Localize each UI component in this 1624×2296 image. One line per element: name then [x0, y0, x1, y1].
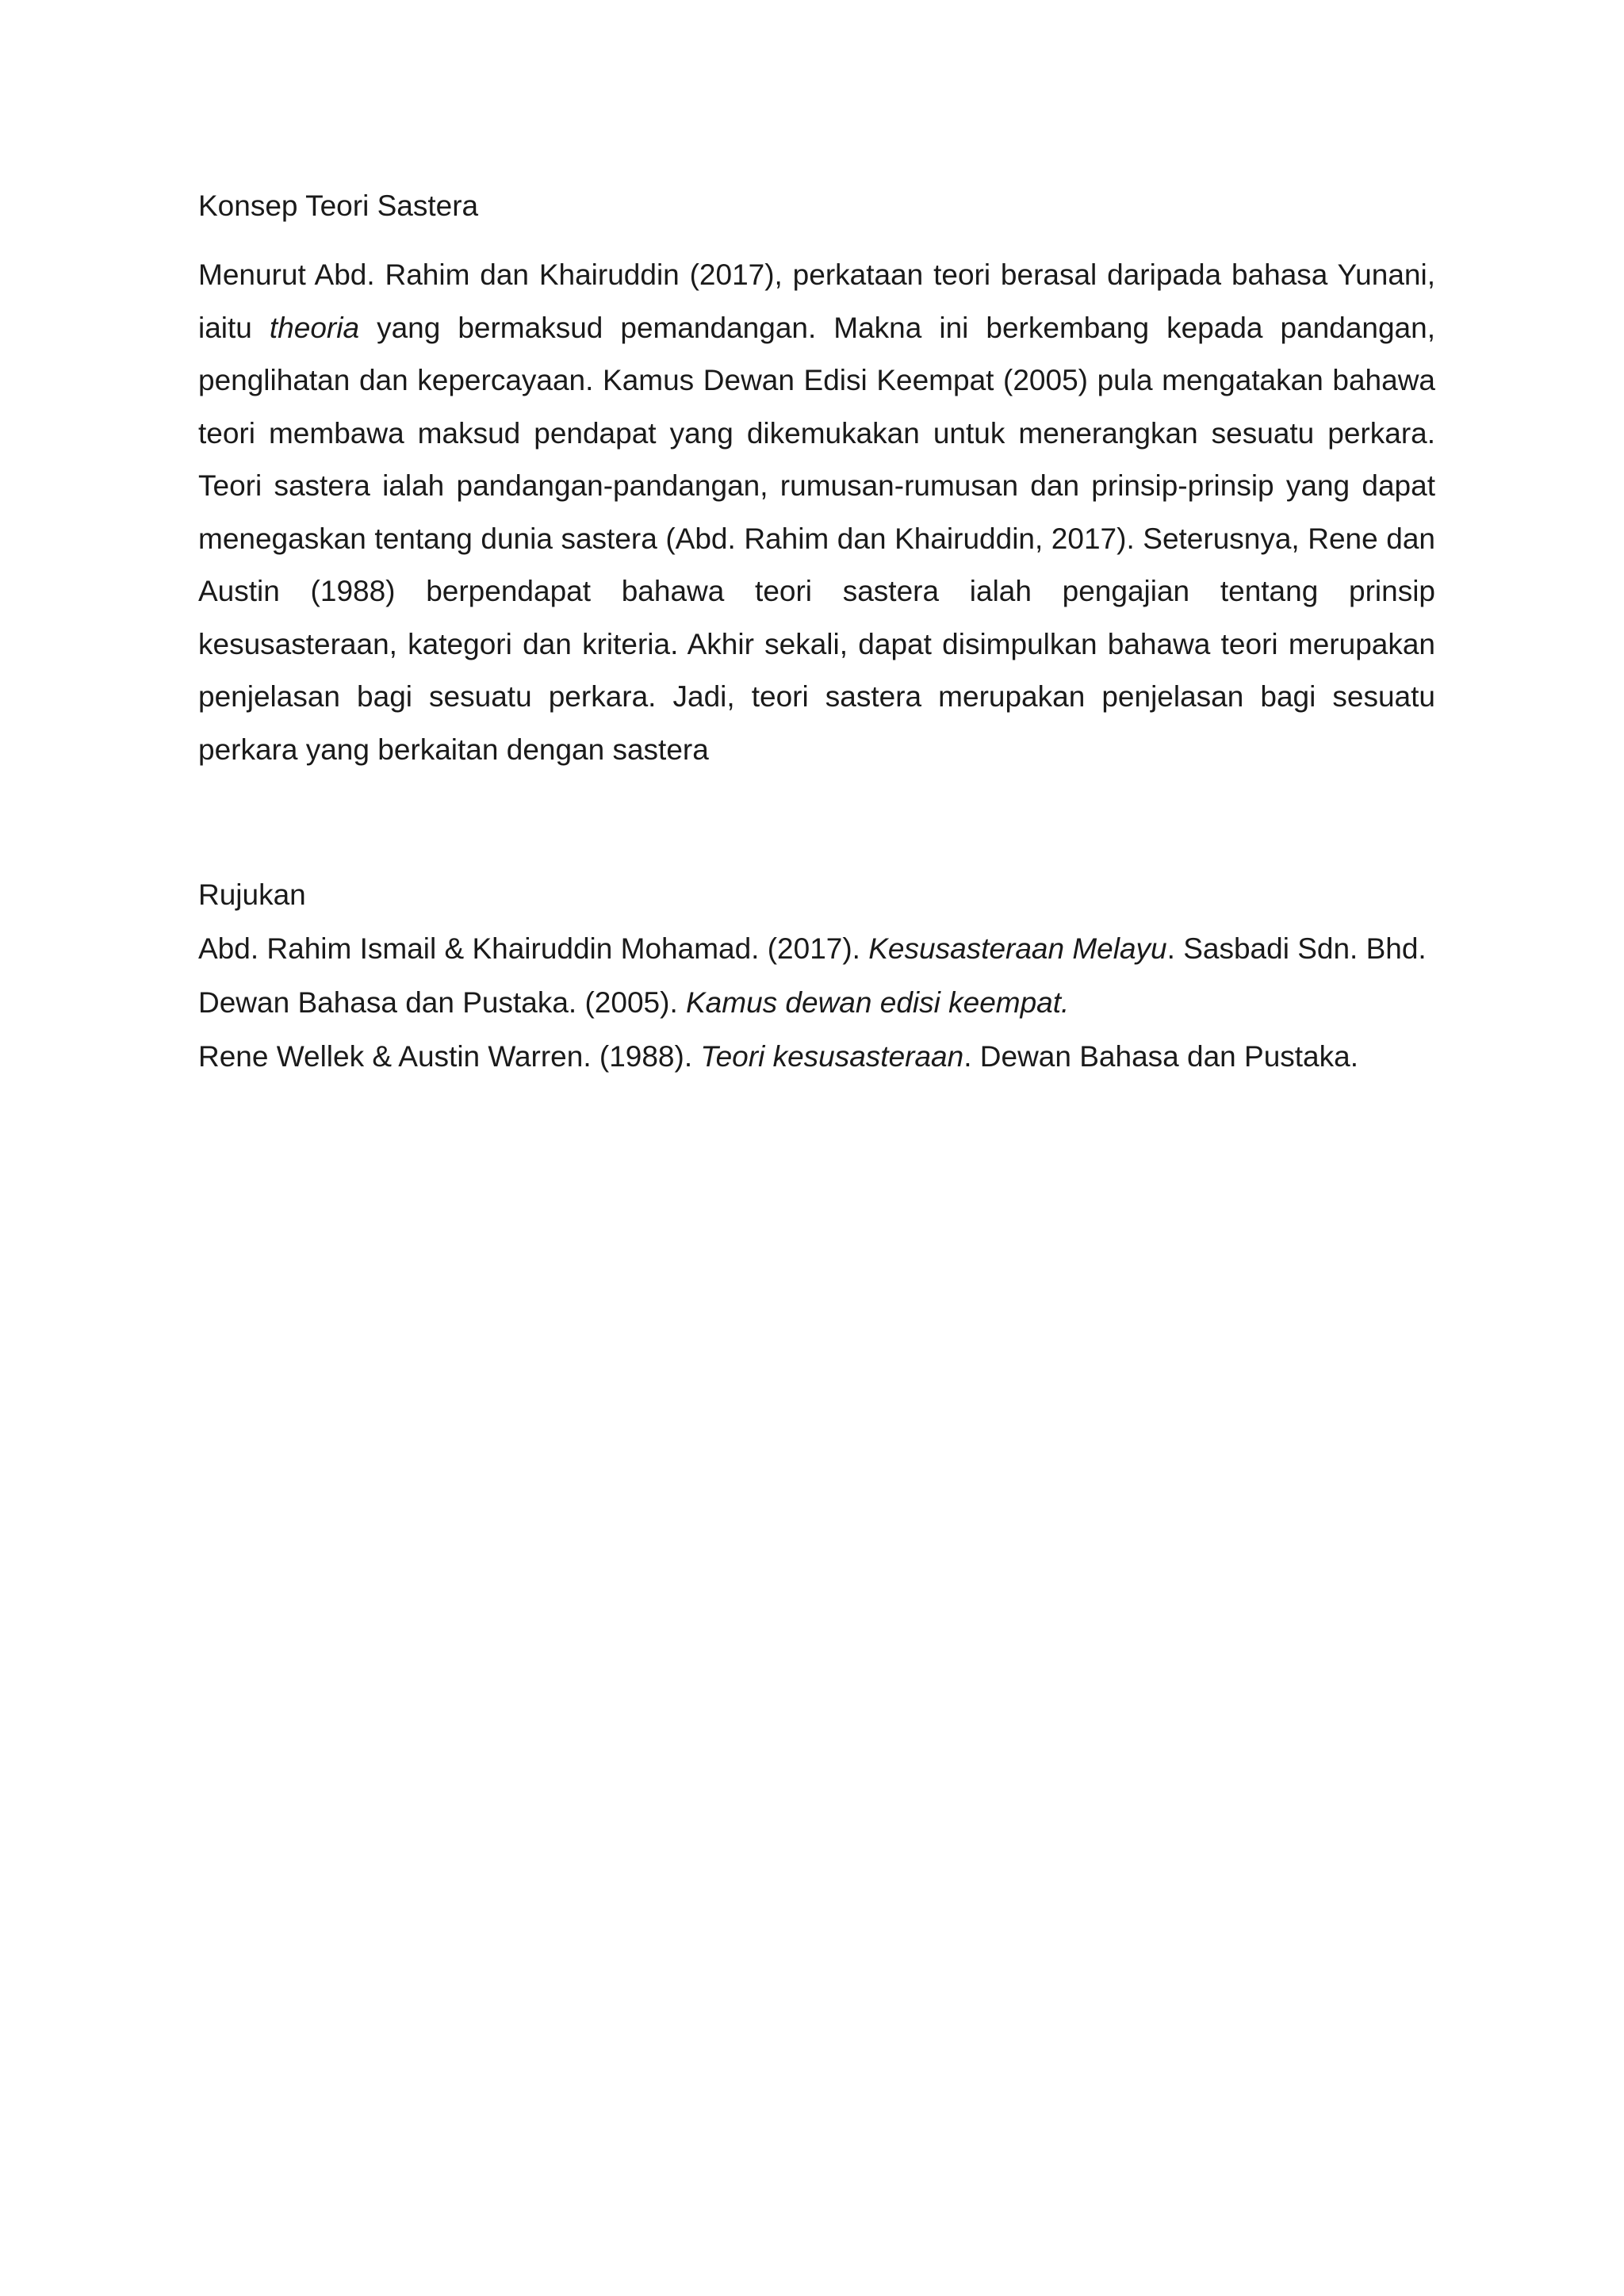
reference-item	[198, 1039, 1435, 1075]
reference-item	[198, 931, 1435, 967]
reference-title-italic: Kesusasteraan Melayu	[868, 932, 1167, 965]
reference-author: Dewan Bahasa dan Pustaka. (2005).	[198, 985, 686, 1019]
paragraph-text-rest: yang bermaksud pemandangan. Makna ini berkembang kepada pandangan, penglihatan dan kepercayaan. Kamus Dewan Edisi Keempat (2005) pula mengatakan bahawa teori membawa maksud pendapat yang dikemukakan untuk menerangkan sesuatu perkara. Teori sastera ialah pandangan-pandangan, rumusan-rumusan dan prinsip-prinsip yang dapat menegaskan tentang dunia sastera (Abd. Rahim dan Khairuddin, 2017). Seterusnya, Rene dan Austin (1988) berpendapat bahawa teori sastera ialah pengajian tentang prinsip kesusasteraan, kategori dan kriteria. Akhir sekali, dapat disimpulkan bahawa teori merupakan penjelasan bagi sesuatu perkara. Jadi, teori sastera merupakan penjelasan bagi sesuatu perkara yang berkaitan dengan sastera	[198, 311, 1435, 766]
reference-author: Abd. Rahim Ismail & Khairuddin Mohamad. (2017).	[198, 932, 869, 965]
section-title: Konsep Teori Sastera	[198, 189, 479, 222]
paragraph-text-start: Menurut Abd. Rahim dan Khairuddin (2017), perkataan teori berasal daripada bahasa Yunani, iaitu	[198, 258, 1435, 344]
reference-publisher: . Sasbadi Sdn. Bhd.	[1166, 932, 1427, 965]
section-spacer	[198, 776, 1435, 878]
reference-author: Rene Wellek & Austin Warren. (1988).	[198, 1039, 701, 1073]
body-paragraph	[198, 249, 1435, 776]
reference-title-italic: Kamus dewan edisi keempat.	[686, 985, 1070, 1019]
reference-item	[198, 985, 1435, 1021]
reference-title-italic: Teori kesusasteraan	[700, 1039, 964, 1073]
reference-publisher: . Dewan Bahasa dan Pustaka.	[963, 1039, 1358, 1073]
references-title: Rujukan	[198, 878, 306, 912]
page-content	[198, 189, 1435, 1093]
italic-term: theoria	[269, 311, 360, 344]
